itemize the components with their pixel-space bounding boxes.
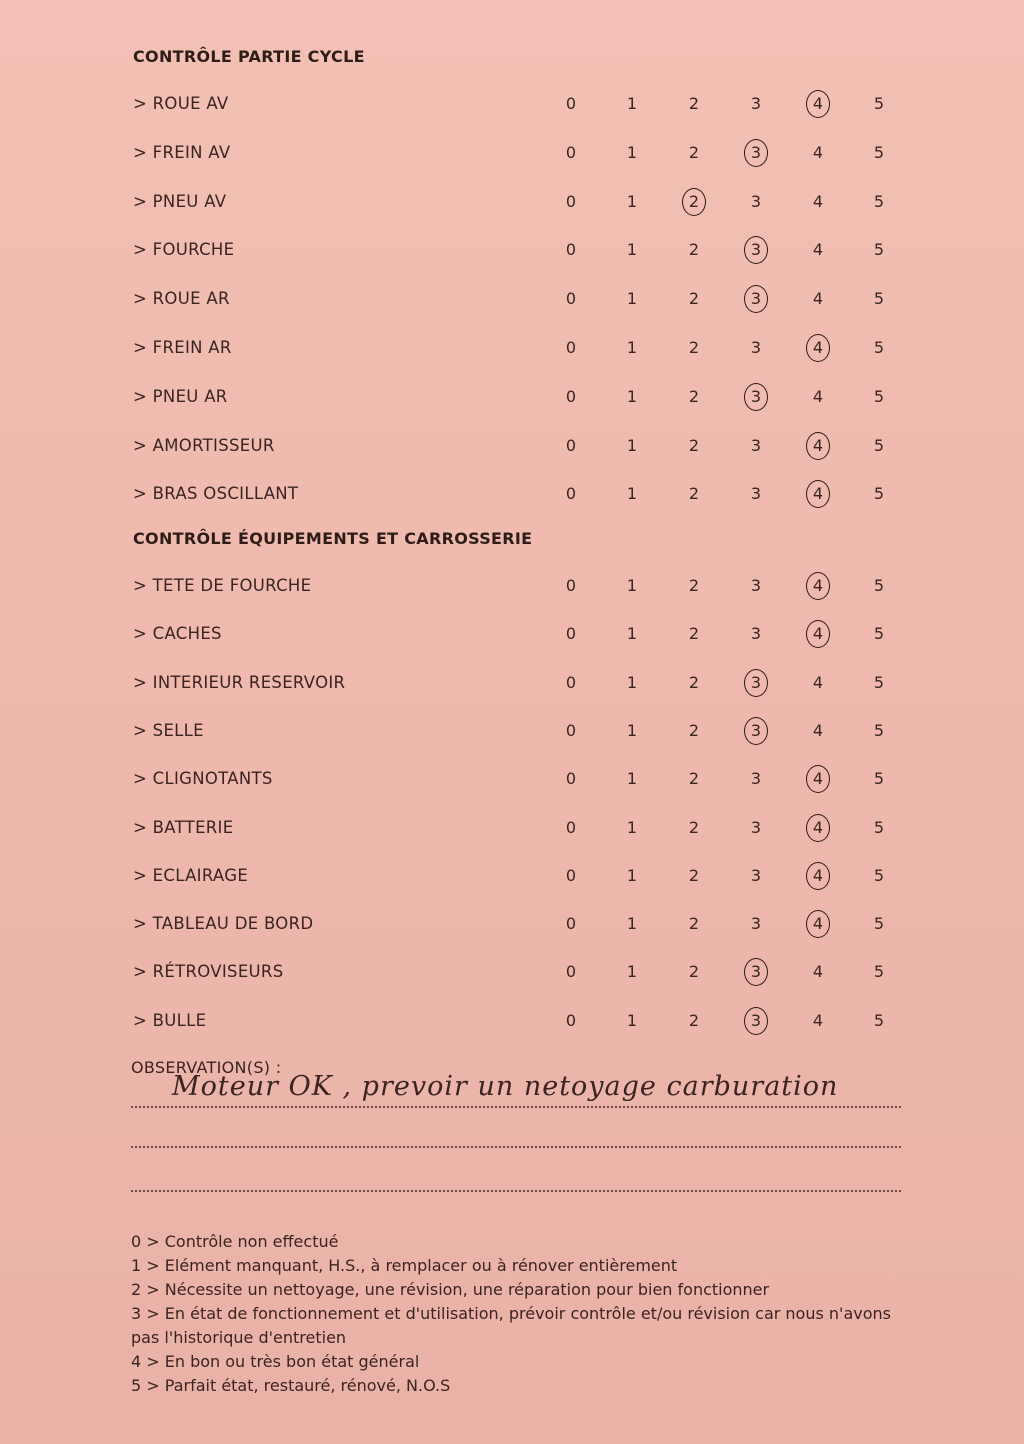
score-option[interactable]: 2: [688, 386, 700, 406]
score-selected[interactable]: 3: [738, 716, 774, 746]
score-option[interactable]: 2: [688, 338, 700, 357]
legend-item: 4 > En bon ou très bon état général: [131, 1352, 420, 1371]
score-option[interactable]: 3: [750, 817, 762, 837]
legend-item: 2 > Nécessite un nettoyage, une révision, une réparation pour bien fonctionner: [131, 1280, 770, 1299]
rating-row: [0, 957, 1024, 987]
score-selected[interactable]: 4: [800, 619, 836, 649]
score-option[interactable]: 1: [626, 1010, 638, 1030]
score-selected[interactable]: 4: [800, 909, 836, 939]
score-option[interactable]: 3: [750, 865, 762, 885]
score-option[interactable]: 1: [626, 191, 638, 211]
score-option[interactable]: 5: [873, 914, 885, 934]
score-option[interactable]: 2: [688, 672, 700, 692]
score-option[interactable]: 1: [626, 386, 638, 406]
row-label: > AMORTISSEUR: [133, 435, 275, 455]
row-label: > CACHES: [133, 624, 222, 644]
score-selected[interactable]: 3: [738, 1006, 774, 1036]
score-option[interactable]: 1: [626, 289, 638, 309]
row-label: > CLIGNOTANTS: [133, 769, 273, 789]
score-selected[interactable]: 4: [800, 333, 836, 363]
score-option[interactable]: 5: [873, 484, 885, 504]
score-option[interactable]: 3: [750, 191, 762, 211]
score-option[interactable]: 0: [565, 865, 577, 885]
score-option[interactable]: 3: [750, 484, 762, 504]
score-option[interactable]: 3: [750, 94, 762, 113]
score-option[interactable]: 1: [626, 672, 638, 692]
score-option[interactable]: 5: [873, 576, 885, 595]
score-option[interactable]: 1: [626, 720, 638, 740]
observations-handwriting: Moteur OK , prevoir un netoyage carburation: [172, 1071, 839, 1102]
score-selected[interactable]: 3: [738, 382, 774, 412]
rating-row: [0, 89, 1024, 119]
score-option[interactable]: 2: [688, 720, 700, 740]
score-selected[interactable]: 4: [800, 813, 836, 843]
score-option[interactable]: 5: [873, 191, 885, 211]
score-option[interactable]: 1: [626, 142, 638, 162]
score-option[interactable]: 1: [626, 576, 638, 595]
row-label: > TETE DE FOURCHE: [133, 576, 312, 595]
score-option[interactable]: 5: [873, 386, 885, 406]
score-option[interactable]: 5: [873, 962, 885, 982]
score-option[interactable]: 5: [873, 720, 885, 740]
score-option[interactable]: 0: [565, 817, 577, 837]
score-option[interactable]: 4: [812, 720, 824, 740]
rating-row: [0, 138, 1024, 168]
score-selected[interactable]: 4: [800, 479, 836, 509]
score-option[interactable]: 5: [873, 289, 885, 309]
score-option[interactable]: 4: [812, 1010, 824, 1030]
score-selected[interactable]: 3: [738, 668, 774, 698]
rating-row: [0, 431, 1024, 461]
rating-row: [0, 861, 1024, 891]
score-option[interactable]: 2: [688, 962, 700, 982]
score-option[interactable]: 0: [565, 484, 577, 504]
score-option[interactable]: 4: [812, 191, 824, 211]
score-option[interactable]: 0: [565, 191, 577, 211]
row-label: > BULLE: [133, 1010, 207, 1030]
row-label: > SELLE: [133, 720, 204, 740]
score-option[interactable]: 0: [565, 624, 577, 644]
row-label: > ROUE AR: [133, 289, 230, 309]
score-option[interactable]: 3: [750, 435, 762, 455]
score-option[interactable]: 0: [565, 94, 577, 113]
score-option[interactable]: 3: [750, 914, 762, 934]
score-option[interactable]: 5: [873, 240, 885, 260]
observations-line-1: [131, 1106, 901, 1108]
rating-row: [0, 284, 1024, 314]
legend-item: 0 > Contrôle non effectué: [131, 1232, 339, 1251]
score-selected[interactable]: 4: [800, 764, 836, 794]
score-option[interactable]: 5: [873, 865, 885, 885]
score-option[interactable]: 3: [750, 624, 762, 644]
score-option[interactable]: 3: [750, 576, 762, 595]
score-option[interactable]: 0: [565, 289, 577, 309]
rating-row: [0, 571, 1024, 601]
score-option[interactable]: 5: [873, 1010, 885, 1030]
rating-row: [0, 813, 1024, 843]
score-option[interactable]: 3: [750, 338, 762, 357]
rating-row: [0, 235, 1024, 265]
row-label: > BRAS OSCILLANT: [133, 484, 299, 504]
row-label: > FREIN AR: [133, 338, 232, 357]
score-option[interactable]: 2: [688, 769, 700, 789]
score-option[interactable]: 2: [688, 865, 700, 885]
observations-label: OBSERVATION(S) :: [131, 1058, 282, 1077]
score-option[interactable]: 1: [626, 94, 638, 113]
score-option[interactable]: 4: [812, 962, 824, 982]
score-option[interactable]: 5: [873, 672, 885, 692]
section-title-cycle: CONTRÔLE PARTIE CYCLE: [133, 47, 365, 66]
score-option[interactable]: 5: [873, 769, 885, 789]
score-selected[interactable]: 4: [800, 431, 836, 461]
legend-item: 5 > Parfait état, restauré, rénové, N.O.S: [131, 1376, 451, 1395]
rating-row: [0, 333, 1024, 363]
score-selected[interactable]: 3: [738, 957, 774, 987]
score-option[interactable]: 0: [565, 1010, 577, 1030]
score-option[interactable]: 1: [626, 914, 638, 934]
score-option[interactable]: 0: [565, 576, 577, 595]
score-option[interactable]: 4: [812, 289, 824, 309]
score-option[interactable]: 5: [873, 817, 885, 837]
row-label: > PNEU AR: [133, 386, 228, 406]
score-option[interactable]: 5: [873, 142, 885, 162]
row-label: > FOURCHE: [133, 240, 235, 260]
score-option[interactable]: 2: [688, 142, 700, 162]
score-option[interactable]: 4: [812, 386, 824, 406]
row-label: > BATTERIE: [133, 817, 234, 837]
row-label: > INTERIEUR RESERVOIR: [133, 672, 346, 692]
row-label: > PNEU AV: [133, 191, 227, 211]
score-option[interactable]: 1: [626, 865, 638, 885]
section-title-equipment: CONTRÔLE ÉQUIPEMENTS ET CARROSSERIE: [133, 529, 533, 548]
rating-row: [0, 668, 1024, 698]
score-option[interactable]: 5: [873, 435, 885, 455]
score-option[interactable]: 2: [688, 94, 700, 113]
score-option[interactable]: 2: [688, 289, 700, 309]
score-option[interactable]: 0: [565, 338, 577, 357]
score-option[interactable]: 1: [626, 484, 638, 504]
row-label: > RÉTROVISEURS: [133, 962, 284, 982]
score-option[interactable]: 1: [626, 769, 638, 789]
score-option[interactable]: 1: [626, 962, 638, 982]
score-option[interactable]: 1: [626, 435, 638, 455]
rating-row: [0, 909, 1024, 939]
score-option[interactable]: 0: [565, 769, 577, 789]
score-option[interactable]: 2: [688, 914, 700, 934]
score-option[interactable]: 2: [688, 817, 700, 837]
score-option[interactable]: 2: [688, 240, 700, 260]
rating-legend: [131, 1230, 901, 1398]
score-option[interactable]: 1: [626, 338, 638, 357]
score-option[interactable]: 5: [873, 338, 885, 357]
score-selected[interactable]: 2: [676, 187, 712, 217]
score-option[interactable]: 5: [873, 94, 885, 113]
score-option[interactable]: 0: [565, 914, 577, 934]
score-option[interactable]: 2: [688, 576, 700, 595]
rating-row: [0, 187, 1024, 217]
score-option[interactable]: 2: [688, 435, 700, 455]
score-option[interactable]: 1: [626, 624, 638, 644]
legend-item: 3 > En état de fonctionnement et d'utilisation, prévoir contrôle et/ou révision car nous n'avons pas l'historique d'entretien: [131, 1304, 891, 1347]
score-option[interactable]: 4: [812, 240, 824, 260]
score-option[interactable]: 0: [565, 386, 577, 406]
score-option[interactable]: 2: [688, 484, 700, 504]
score-option[interactable]: 4: [812, 672, 824, 692]
rating-row: [0, 619, 1024, 649]
row-label: > ROUE AV: [133, 94, 229, 113]
score-option[interactable]: 4: [812, 142, 824, 162]
score-selected[interactable]: 3: [738, 235, 774, 265]
rating-row: [0, 382, 1024, 412]
score-selected[interactable]: 4: [800, 89, 836, 119]
observations-line-2: [131, 1146, 901, 1148]
row-label: > ECLAIRAGE: [133, 865, 249, 885]
score-option[interactable]: 0: [565, 142, 577, 162]
score-selected[interactable]: 4: [800, 571, 836, 601]
observations-line-3: [131, 1190, 901, 1192]
score-option[interactable]: 2: [688, 1010, 700, 1030]
score-selected[interactable]: 3: [738, 138, 774, 168]
score-option[interactable]: 3: [750, 769, 762, 789]
score-option[interactable]: 1: [626, 817, 638, 837]
score-option[interactable]: 0: [565, 720, 577, 740]
score-selected[interactable]: 4: [800, 861, 836, 891]
score-option[interactable]: 1: [626, 240, 638, 260]
score-option[interactable]: 0: [565, 435, 577, 455]
row-label: > FREIN AV: [133, 142, 231, 162]
score-option[interactable]: 0: [565, 962, 577, 982]
score-option[interactable]: 2: [688, 624, 700, 644]
rating-row: [0, 716, 1024, 746]
rating-row: [0, 479, 1024, 509]
score-option[interactable]: 0: [565, 672, 577, 692]
row-label: > TABLEAU DE BORD: [133, 914, 314, 934]
legend-item: 1 > Elément manquant, H.S., à remplacer ou à rénover entièrement: [131, 1256, 678, 1275]
rating-row: [0, 1006, 1024, 1036]
score-option[interactable]: 0: [565, 240, 577, 260]
rating-row: [0, 764, 1024, 794]
score-option[interactable]: 5: [873, 624, 885, 644]
score-selected[interactable]: 3: [738, 284, 774, 314]
